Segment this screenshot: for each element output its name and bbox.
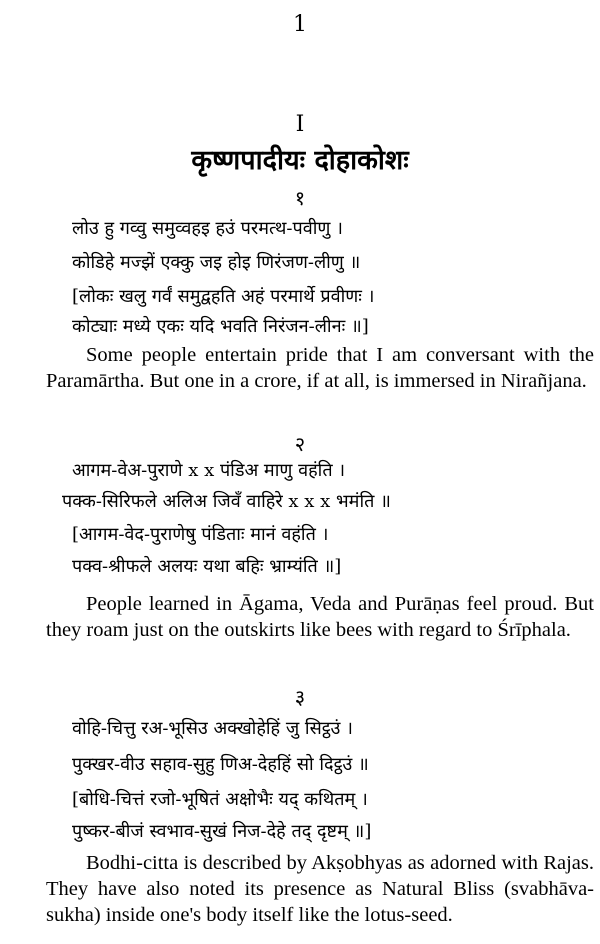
verse-line-sanskrit: [आगम-वेद-पुराणेषु पंडिताः मानं वहंति । — [72, 524, 329, 545]
chapter-number: I — [295, 112, 305, 137]
verse-line-sanskrit: कोट्याः मध्ये एकः यदि भवति निरंजन-लीनः ॥] — [72, 316, 369, 337]
verse-line-sanskrit: [लोकः खलु गर्वं समुद्वहति अहं परमार्थे प्रवीणः । — [72, 286, 375, 307]
verse-line: आगम-वेअ-पुराणे x x पंडिअ माणु वहंति । — [72, 460, 346, 481]
page-number: 1 — [293, 12, 307, 37]
verse-translation — [46, 342, 594, 394]
verse-number: ३ — [294, 685, 306, 709]
verse-line: पक्क-सिरिफले अलिअ जिवँ वाहिरे x x x भमंति ॥ — [62, 491, 391, 512]
verse-line: कोडिहे मज्झें एक्कु जइ होइ णिरंजण-लीणु ॥ — [72, 252, 361, 273]
translation-text: Bodhi-citta is described by Akṣobhyas as adorned with Rajas. They have also noted its presence as Natural Bliss (svabhāva-sukha) inside one's body itself like the lotus-seed. — [46, 852, 594, 926]
verse-number: २ — [294, 432, 306, 456]
verse-translation — [46, 591, 594, 643]
verse-translation — [46, 850, 594, 928]
verse-line: लोउ हु गव्वु समुव्वहइ हउं परमत्थ-पवीणु । — [72, 218, 343, 239]
verse-line-sanskrit: पुष्कर-बीजं स्वभाव-सुखं निज-देहे तद् दृष्टम् ॥] — [72, 821, 372, 842]
verse-line: वोहि-चित्तु रअ-भूसिउ अक्खोहेहिं जु सिट्ठउं । — [72, 718, 353, 739]
verse-line-sanskrit: पक्व-श्रीफले अलयः यथा बहिः भ्राम्यंति ॥] — [72, 556, 342, 577]
verse-line-sanskrit: [बोधि-चित्तं रजो-भूषितं अक्षोभैः यद् कथितम् । — [72, 789, 368, 810]
translation-text: People learned in Āgama, Veda and Purāṇas feel proud. But they roam just on the outskirts like bees with regard to Śrīphala. — [46, 593, 594, 641]
translation-text: Some people entertain pride that I am conversant with the Paramārtha. But one in a crore, if at all, is immersed in Nirañjana. — [46, 344, 594, 392]
verse-line: पुक्खर-वीउ सहाव-सुहु णिअ-देहहिं सो दिट्ठउं ॥ — [72, 754, 369, 775]
verse-number: १ — [294, 186, 306, 210]
chapter-title: कृष्णपादीयः दोहाकोशः — [191, 145, 409, 176]
